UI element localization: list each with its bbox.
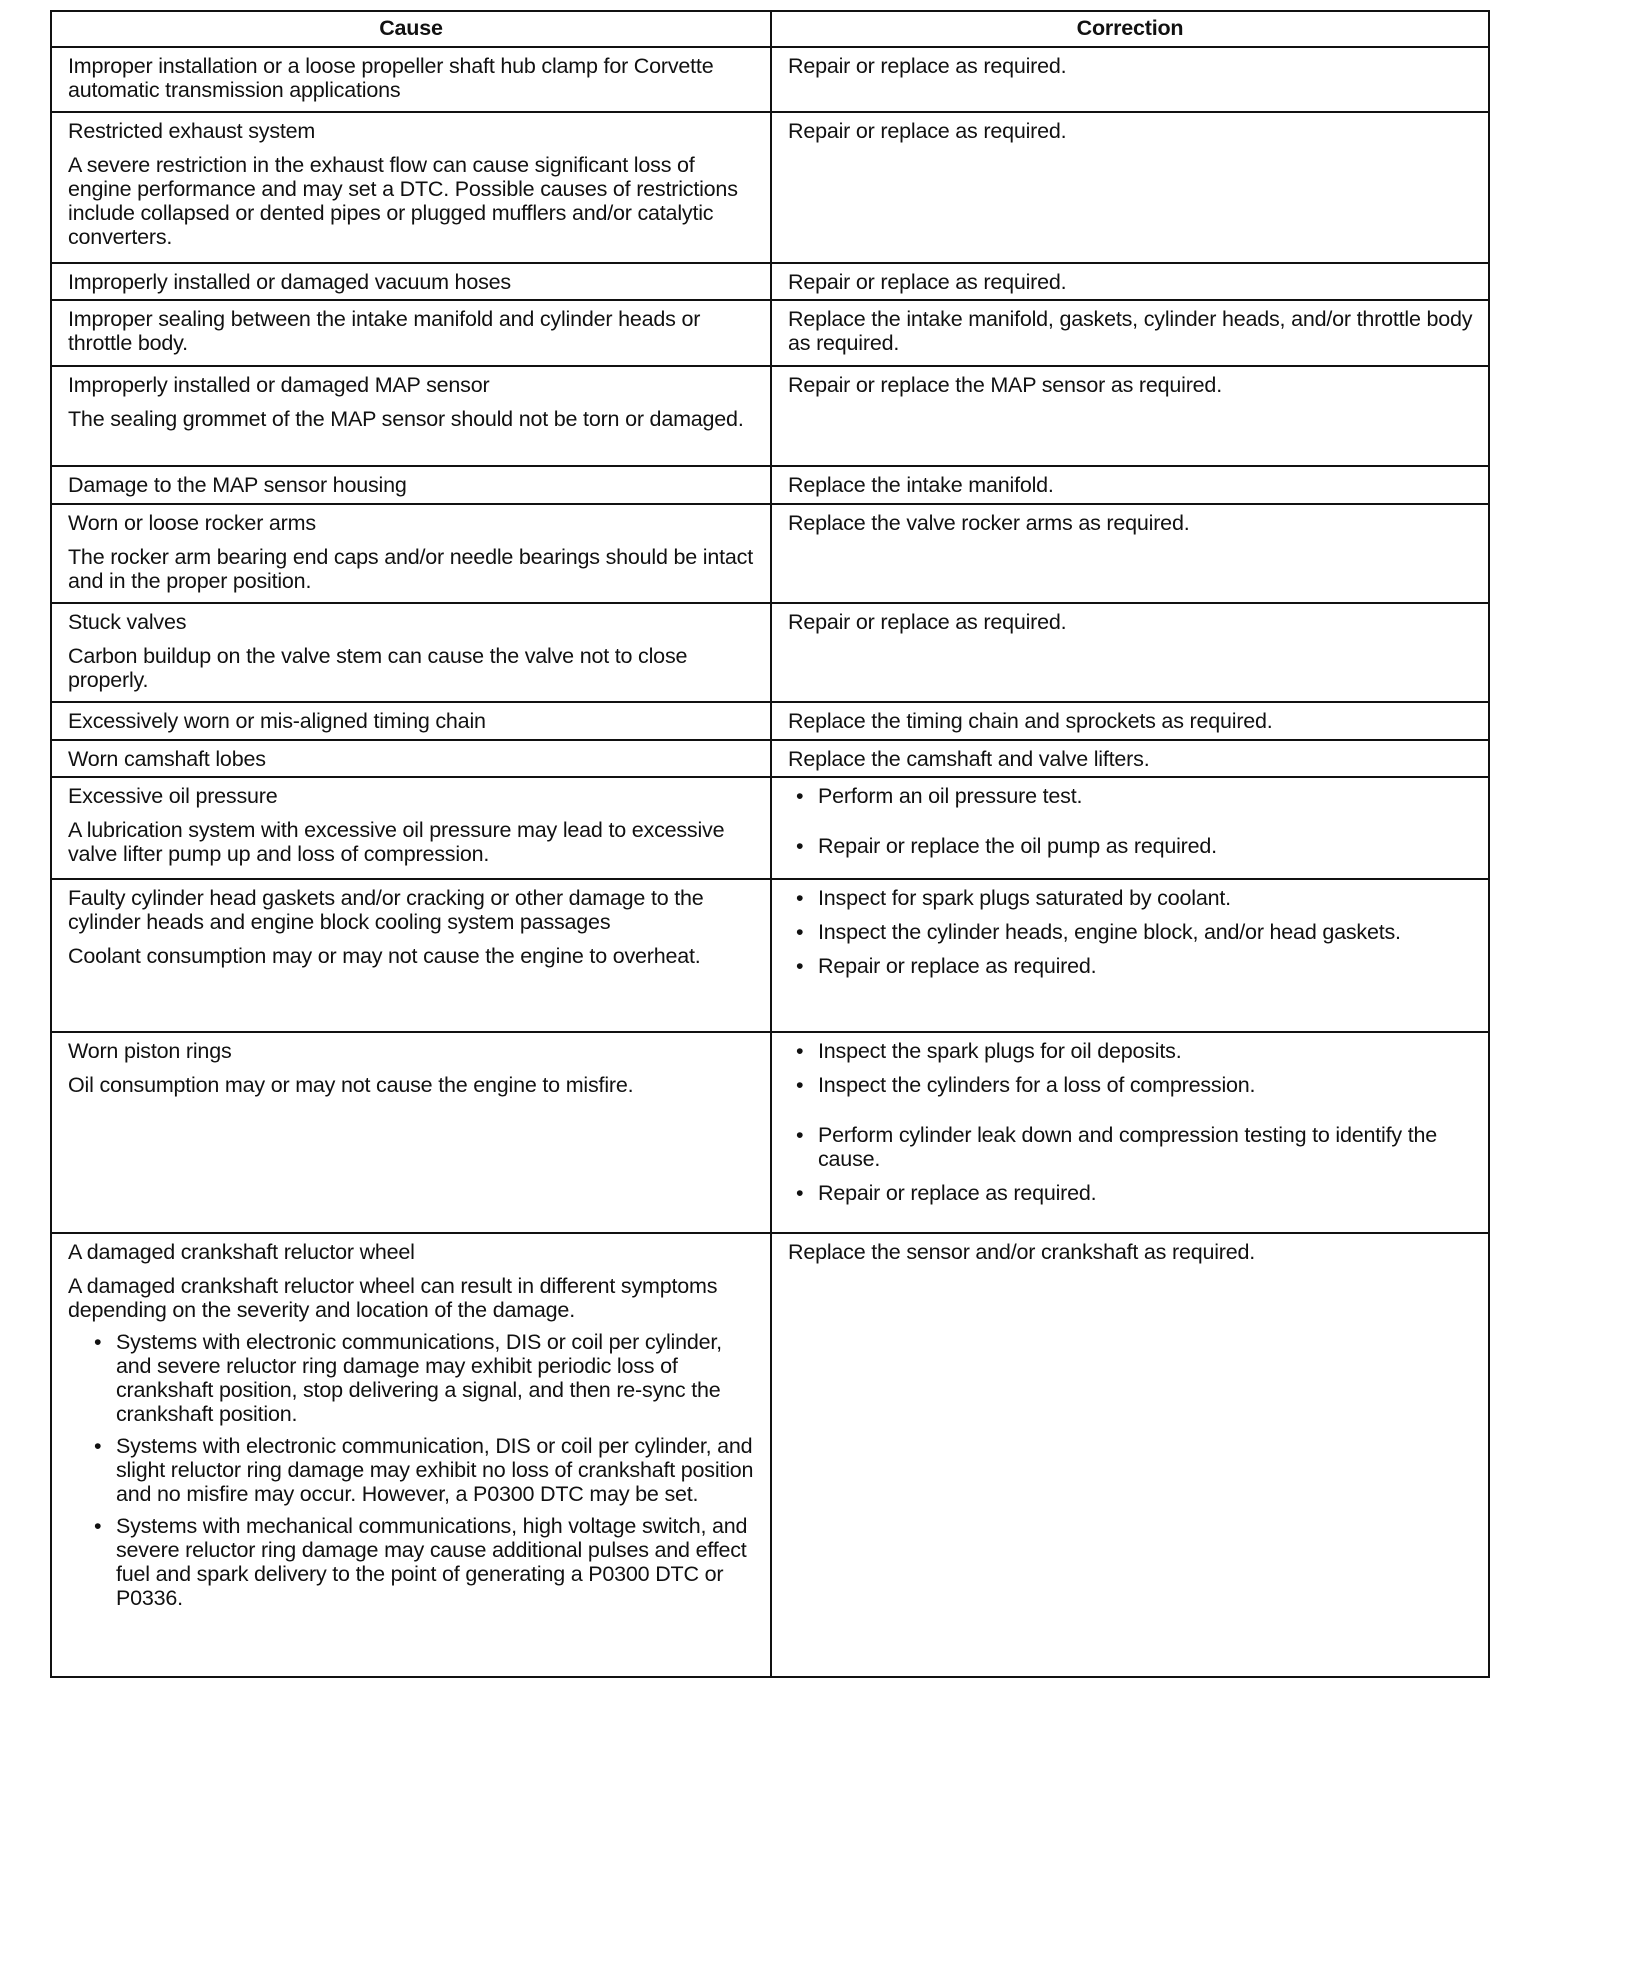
correction-cell xyxy=(771,263,1489,300)
correction-text: Replace the camshaft and valve lifters. xyxy=(788,747,1150,771)
correction-bullet-list xyxy=(788,784,1478,858)
correction-text: Repair or replace as required. xyxy=(788,54,1067,78)
cause-text: Carbon buildup on the valve stem can cause the valve not to close properly. xyxy=(68,644,688,692)
cause-header: Cause xyxy=(51,11,771,47)
table-row xyxy=(51,466,1489,504)
correction-cell xyxy=(771,47,1489,112)
cause-text: A damaged crankshaft reluctor wheel xyxy=(68,1240,415,1264)
table-row xyxy=(51,702,1489,740)
correction-bullet: • Inspect the spark plugs for oil deposits. xyxy=(818,1039,1478,1063)
cause-cell xyxy=(51,112,771,263)
cause-text: Excessively worn or mis-aligned timing chain xyxy=(68,709,486,733)
cause-text: Stuck valves xyxy=(68,610,187,634)
cause-cell xyxy=(51,1233,771,1677)
cause-cell xyxy=(51,1032,771,1233)
cause-cell xyxy=(51,504,771,603)
cause-cell xyxy=(51,263,771,300)
correction-cell xyxy=(771,603,1489,702)
correction-text: Replace the valve rocker arms as required. xyxy=(788,511,1190,535)
table-row xyxy=(51,777,1489,879)
cause-bullet-list xyxy=(68,1330,760,1610)
correction-bullet: • Repair or replace as required. xyxy=(818,1181,1478,1205)
table-row xyxy=(51,366,1489,466)
cause-text: Coolant consumption may or may not cause the engine to overheat. xyxy=(68,944,701,968)
correction-bullet: • Inspect the cylinders for a loss of compression. xyxy=(818,1073,1478,1097)
correction-text: Replace the intake manifold. xyxy=(788,473,1054,497)
cause-cell xyxy=(51,740,771,777)
cause-cell xyxy=(51,366,771,466)
cause-bullet: • Systems with mechanical communications, high voltage switch, and severe reluctor ring damage may cause additional pulses and effect fuel and spark delivery to the point of generating a P0300 DTC or P0336. xyxy=(116,1514,760,1610)
table-row xyxy=(51,504,1489,603)
correction-cell xyxy=(771,1233,1489,1677)
correction-cell xyxy=(771,112,1489,263)
correction-bullet: • Inspect for spark plugs saturated by coolant. xyxy=(818,886,1478,910)
cause-text: A lubrication system with excessive oil pressure may lead to excessive valve lifter pump up and loss of compression. xyxy=(68,818,725,866)
correction-text: Replace the timing chain and sprockets as required. xyxy=(788,709,1273,733)
table-row xyxy=(51,740,1489,777)
cause-text: Oil consumption may or may not cause the engine to misfire. xyxy=(68,1073,634,1097)
correction-text: Repair or replace as required. xyxy=(788,270,1067,294)
table-row xyxy=(51,300,1489,366)
cause-text: Damage to the MAP sensor housing xyxy=(68,473,407,497)
correction-cell xyxy=(771,879,1489,1032)
cause-text: Worn or loose rocker arms xyxy=(68,511,316,535)
table-row xyxy=(51,1233,1489,1677)
cause-cell xyxy=(51,466,771,504)
correction-cell xyxy=(771,740,1489,777)
cause-text: Restricted exhaust system xyxy=(68,119,316,143)
table-row xyxy=(51,112,1489,263)
cause-cell xyxy=(51,777,771,879)
correction-cell xyxy=(771,777,1489,879)
cause-text: The rocker arm bearing end caps and/or needle bearings should be intact and in the proper position. xyxy=(68,545,753,593)
cause-text: The sealing grommet of the MAP sensor should not be torn or damaged. xyxy=(68,407,744,431)
correction-cell xyxy=(771,300,1489,366)
correction-text: Repair or replace the MAP sensor as required. xyxy=(788,373,1222,397)
correction-cell xyxy=(771,366,1489,466)
correction-cell xyxy=(771,702,1489,740)
correction-text: Repair or replace as required. xyxy=(788,119,1067,143)
cause-text: Excessive oil pressure xyxy=(68,784,278,808)
correction-bullet: • Repair or replace the oil pump as required. xyxy=(818,834,1478,858)
table-row xyxy=(51,603,1489,702)
table-row xyxy=(51,1032,1489,1233)
cause-cell xyxy=(51,702,771,740)
header-row xyxy=(51,11,1489,47)
correction-bullet-list xyxy=(788,1039,1478,1205)
cause-text: Improperly installed or damaged vacuum hoses xyxy=(68,270,511,294)
cause-text: A damaged crankshaft reluctor wheel can result in different symptoms depending on the severity and location of the damage. xyxy=(68,1274,718,1322)
cause-text: A severe restriction in the exhaust flow can cause significant loss of engine performance and may set a DTC. Possible causes of restrictions include collapsed or dented pipes or plugged mufflers and/or catalytic converters. xyxy=(68,153,738,249)
correction-bullet: • Perform cylinder leak down and compression testing to identify the cause. xyxy=(818,1123,1478,1171)
cause-text: Worn camshaft lobes xyxy=(68,747,266,771)
cause-cell xyxy=(51,300,771,366)
cause-cell xyxy=(51,603,771,702)
table-row xyxy=(51,263,1489,300)
correction-text: Replace the intake manifold, gaskets, cylinder heads, and/or throttle body as required. xyxy=(788,307,1473,355)
correction-bullet: • Inspect the cylinder heads, engine block, and/or head gaskets. xyxy=(818,920,1478,944)
correction-cell xyxy=(771,466,1489,504)
correction-text: Repair or replace as required. xyxy=(788,610,1067,634)
cause-text: Improper installation or a loose propeller shaft hub clamp for Corvette automatic transmission applications xyxy=(68,54,714,102)
correction-header: Correction xyxy=(771,11,1489,47)
table-row xyxy=(51,47,1489,112)
cause-text: Faulty cylinder head gaskets and/or cracking or other damage to the cylinder heads and engine block cooling system passages xyxy=(68,886,704,934)
correction-text: Replace the sensor and/or crankshaft as required. xyxy=(788,1240,1256,1264)
cause-text: Worn piston rings xyxy=(68,1039,232,1063)
cause-cell xyxy=(51,47,771,112)
correction-cell xyxy=(771,504,1489,603)
diagnostic-table xyxy=(50,10,1490,1678)
cause-bullet: • Systems with electronic communications, DIS or coil per cylinder, and severe reluctor ring damage may exhibit periodic loss of crankshaft position, stop delivering a signal, and then re-sync the crankshaft position. xyxy=(116,1330,760,1426)
correction-bullet: • Perform an oil pressure test. xyxy=(818,784,1478,808)
cause-text: Improperly installed or damaged MAP sensor xyxy=(68,373,490,397)
cause-text: Improper sealing between the intake manifold and cylinder heads or throttle body. xyxy=(68,307,701,355)
correction-bullet: • Repair or replace as required. xyxy=(818,954,1478,978)
cause-bullet: • Systems with electronic communication, DIS or coil per cylinder, and slight reluctor ring damage may exhibit no loss of crankshaft position and no misfire may occur. However, a P0300 DTC may be set. xyxy=(116,1434,760,1506)
correction-bullet-list xyxy=(788,886,1478,978)
table-row xyxy=(51,879,1489,1032)
cause-cell xyxy=(51,879,771,1032)
correction-cell xyxy=(771,1032,1489,1233)
